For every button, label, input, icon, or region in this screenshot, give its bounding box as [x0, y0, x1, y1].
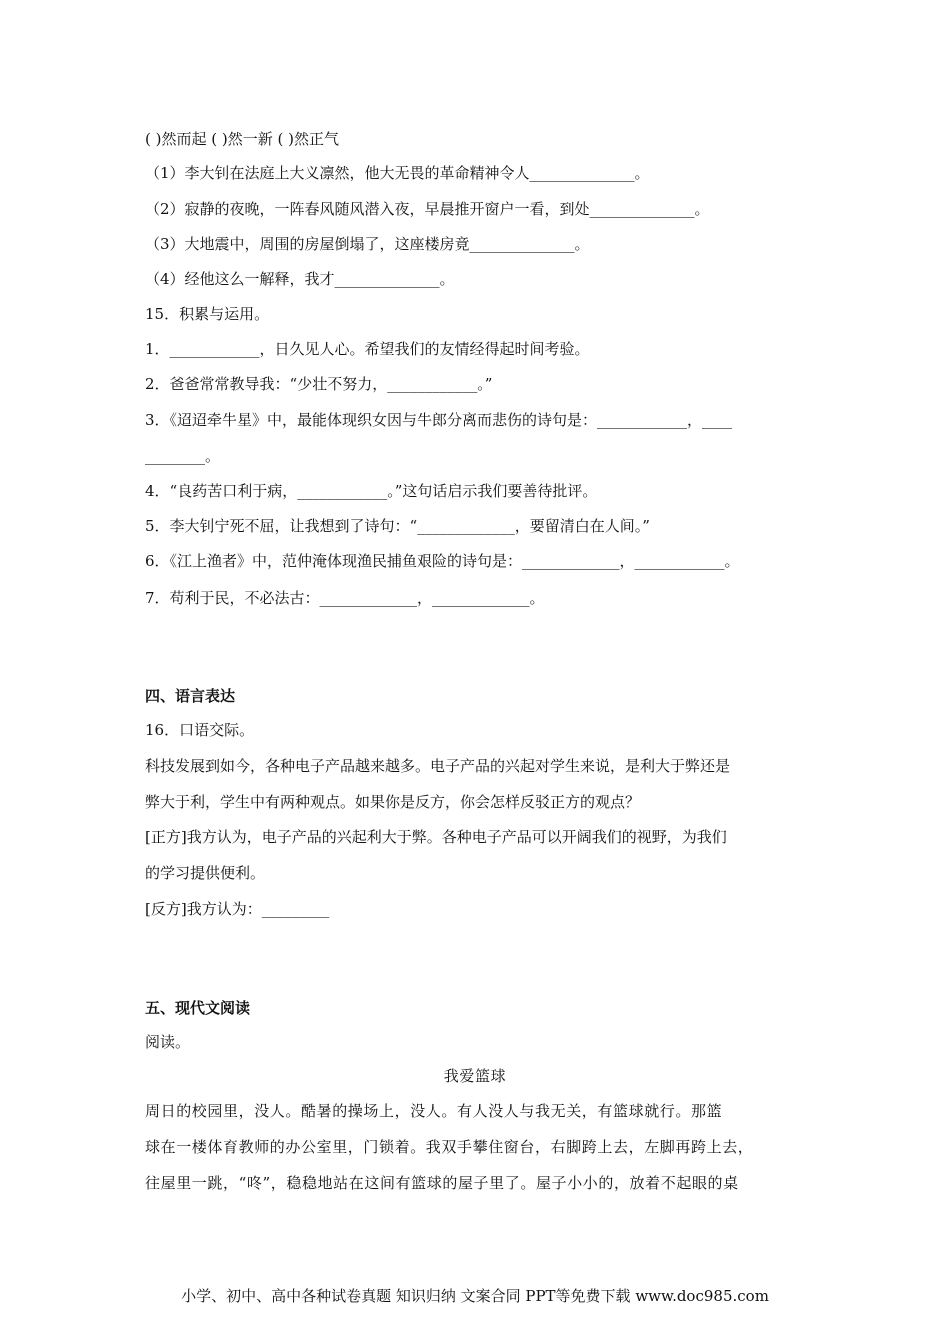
- page-footer: 小学、初中、高中各种试卷真题 知识归纳 文案合同 PPT等免费下载 www.doc985.com: [181, 1287, 769, 1305]
- story-line: 球在一楼体育教师的办公室里，门锁着。我双手攀住窗台，右脚跨上去，左脚再跨上去，: [145, 1138, 754, 1156]
- section-heading: 五、现代文阅读: [145, 999, 251, 1017]
- question-line: 5．李大钊宁死不屈，让我想到了诗句：“_____________，要留清白在人间。”: [145, 517, 650, 535]
- question-line: 3．《迢迢牵牛星》中，最能体现织女因与牛郎分离而悲伤的诗句是：____________，____: [145, 411, 733, 429]
- section-heading: 四、语言表达: [145, 687, 236, 705]
- question-line: 6．《江上渔者》中，范仲淹体现渔民捕鱼艰险的诗句是：_____________，____________。: [145, 552, 740, 570]
- paragraph-line: [反方]我方认为：_________: [145, 900, 330, 918]
- question-line: 2．爸爸常常教导我：“少壮不努力，____________。”: [145, 375, 493, 393]
- paragraph-line: 的学习提供便利。: [145, 864, 266, 882]
- question-number: 15．积累与运用。: [145, 305, 270, 323]
- question-line: （3）大地震中，周围的房屋倒塌了，这座楼房竟______________。: [145, 235, 590, 253]
- question-number: 16．口语交际。: [145, 721, 255, 739]
- paragraph-line: 科技发展到如今，各种电子产品越来越多。电子产品的兴起对学生来说，是利大于弊还是: [145, 757, 731, 775]
- question-line: （4）经他这么一解释，我才______________。: [145, 270, 455, 288]
- question-line: 1．____________，日久见人心。希望我们的友情经得起时间考验。: [145, 340, 590, 358]
- question-line: ________。: [145, 447, 221, 465]
- question-line: 7．苟利于民，不必法古：_____________，_____________。: [145, 589, 545, 607]
- question-line: （1）李大钊在法庭上大义凛然，他大无畏的革命精神令人______________。: [145, 164, 650, 182]
- paragraph-line: 弊大于利，学生中有两种观点。如果你是反方，你会怎样反驳正方的观点？: [145, 793, 641, 811]
- paragraph-line: [正方]我方认为，电子产品的兴起利大于弊。各种电子产品可以开阔我们的视野，为我们: [145, 828, 727, 846]
- paragraph-line: 阅读。: [145, 1033, 191, 1051]
- story-line: 周日的校园里，没人。酷暑的操场上，没人。有人没人与我无关，有篮球就行。那篮: [145, 1102, 723, 1120]
- story-line: 往屋里一跳，“咚”，稳稳地站在这间有篮球的屋子里了。屋子小小的，放着不起眼的桌: [145, 1174, 739, 1192]
- story-title: 我爱篮球: [443, 1067, 507, 1085]
- idiom-blanks-line: ( )然而起 ( )然一新 ( )然正气: [145, 130, 339, 148]
- question-line: （2）寂静的夜晚，一阵春风随风潜入夜，早晨推开窗户一看，到处______________。: [145, 200, 710, 218]
- question-line: 4．“良药苦口利于病，____________。”这句话启示我们要善待批评。: [145, 482, 598, 500]
